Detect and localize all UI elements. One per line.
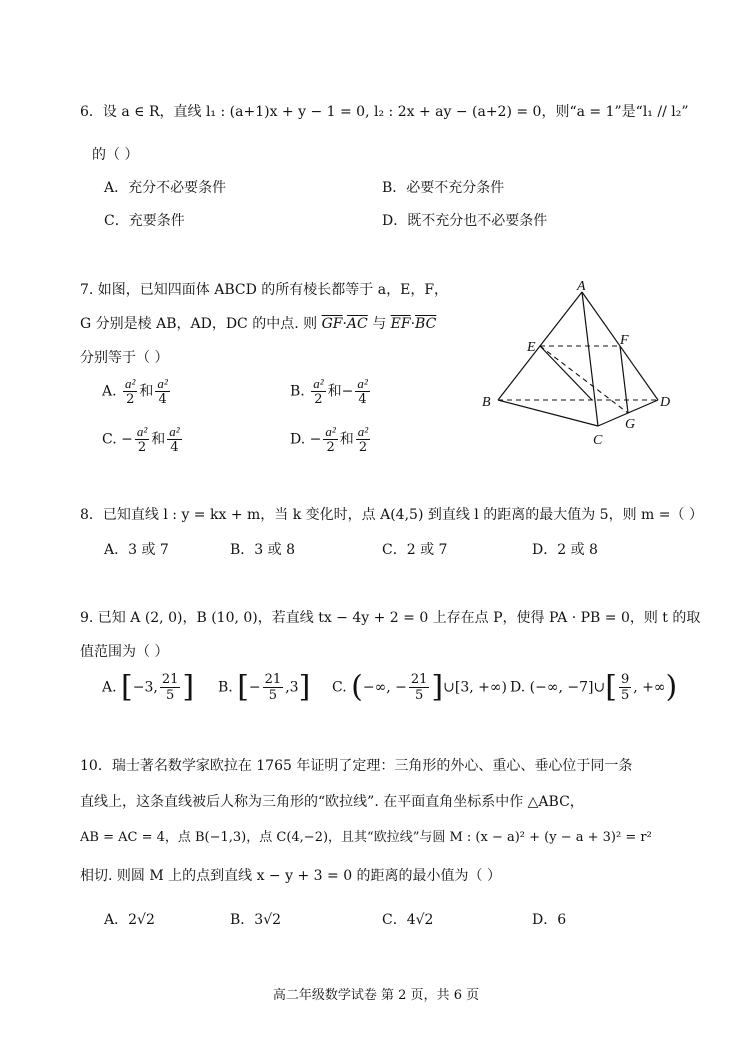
vector-ef: $\overline{EF}$ <box>390 316 411 332</box>
fraction: $\frac{21}{5}$ <box>161 672 179 703</box>
q7-and-text: 与 <box>367 316 391 332</box>
vertex-label-c: C <box>593 433 603 448</box>
q10-option-a: A．2√2 <box>104 912 155 928</box>
vector-gf: $\overline{GF}$ <box>321 316 343 332</box>
q9-option-c: C. (−∞, − $\frac{21}{5}$ ]∪[3, +∞) <box>332 669 507 705</box>
fraction: $\frac{\text{a²}}{4}$ <box>157 376 168 407</box>
q6-option-b: B．必要不充分条件 <box>382 180 505 196</box>
q10-option-c: C．4√2 <box>382 912 434 928</box>
point-label-f: F <box>620 333 629 348</box>
q9-stem-line2: 值范围为（ ） <box>80 644 169 660</box>
fraction: $\frac{\text{a²}}{2}$ <box>357 424 369 455</box>
q10-stem-line4: 相切. 则圆 M 上的点到直线 x − y + 3 = 0 的距离的最小值为（ ） <box>80 868 501 884</box>
q6-option-a: A．充分不必要条件 <box>104 180 227 196</box>
q7-option-a: A. $\frac{\text{a²}}{2}$ 和 $\frac{\text{a²}}{4}$ <box>102 376 168 407</box>
vertex-label-b: B <box>482 395 491 410</box>
page-footer: 高二年级数学试卷 第 2 页，共 6 页 <box>272 988 480 1003</box>
vertex-label-a: A <box>577 279 586 294</box>
q7-stem-line2-text: G 分别是棱 AB，AD，DC 的中点. 则 <box>80 316 322 332</box>
q8-option-d: D．2 或 8 <box>532 542 598 558</box>
edge-bc <box>498 400 598 426</box>
q7-option-a-label: A. <box>102 383 117 400</box>
q10-stem-line2: 直线上，这条直线被后人称为三角形的“欧拉线”. 在平面直角坐标系中作 △ABC， <box>80 794 584 810</box>
segment-eg-hidden <box>540 346 628 413</box>
q7-option-b-label: B. <box>290 383 305 400</box>
q10-option-d: D．6 <box>532 912 567 928</box>
point-label-e: E <box>527 340 536 355</box>
q8-option-c: C．2 或 7 <box>382 542 448 558</box>
fraction: $\frac{\text{a²}}{2}$ <box>325 424 336 455</box>
q7-option-d: D. − $\frac{\text{a²}}{2}$ 和 $\frac{\text{a²}}{2}$ <box>290 424 369 455</box>
q7-stem-line3: 分别等于（ ） <box>80 350 169 366</box>
q9-option-a: A. [−3, $\frac{21}{5}$ ] <box>102 669 195 705</box>
q7-stem-line2: G 分别是棱 AB，AD，DC 的中点. 则 $\overline{GF}\cdot\overline{AC}$ 与 $\overline{EF}\cdot\overline{BC}$ <box>80 316 437 332</box>
q7-option-d-label: D. <box>290 431 306 448</box>
q7-option-c-label: C. <box>102 431 117 448</box>
q6-option-d: D．既不充分也不必要条件 <box>382 213 548 229</box>
q8-option-b: B．3 或 8 <box>230 542 296 558</box>
fraction: $\frac{\text{a²}}{2}$ <box>313 376 324 407</box>
q9-stem-line1: 9. 已知 A (2, 0)，B (10, 0)，若直线 tx − 4y + 2 = 0 上存在点 P，使得 PA · PB = 0，则 t 的取 <box>80 610 701 626</box>
q7-option-b: B. $\frac{\text{a²}}{2}$ 和− $\frac{\text{a²}}{4}$ <box>290 376 368 407</box>
q9-option-d: D. (−∞, −7]∪[ $\frac{9}{5}$ , +∞) <box>510 669 678 705</box>
segment-e-to-ac <box>540 346 592 400</box>
q7-option-c: C. − $\frac{\text{a²}}{2}$ 和 $\frac{\text{a²}}{4}$ <box>102 424 180 455</box>
q8-stem: 8．已知直线 l : y = kx + m，当 k 变化时，点 A(4,5) 到直线 l 的距离的最大值为 5，则 m =（ ） <box>80 507 703 523</box>
fraction: $\frac{21}{5}$ <box>264 672 282 703</box>
q9-option-b: B. [− $\frac{21}{5}$ ,3] <box>218 669 311 705</box>
fraction: $\frac{9}{5}$ <box>620 672 630 703</box>
tetrahedron-figure <box>478 278 688 450</box>
q10-stem-line1: 10．瑞士著名数学家欧拉在 1765 年证明了定理：三角形的外心、重心、垂心位于同一条 <box>80 758 633 774</box>
fraction: $\frac{\text{a²}}{2}$ <box>136 424 148 455</box>
q6-stem-line1: 6．设 a ∈ R，直线 l₁ : (a+1)x + y − 1 = 0, l₂ : 2x + ay − (a+2) = 0，则“a = 1”是“l₁ // l₂” <box>80 104 689 120</box>
fraction: $\frac{\text{a²}}{4}$ <box>357 376 368 407</box>
q7-stem-line1: 7. 如图，已知四面体 ABCD 的所有棱长都等于 a，E，F， <box>80 282 449 298</box>
q10-option-b: B．3√2 <box>230 912 282 928</box>
q10-stem-line3: AB = AC = 4，点 B(−1,3)，点 C(4,−2)，且其“欧拉线”与圆 M : (x − a)² + (y − a + 3)² = r² <box>80 830 652 845</box>
q6-stem-line2: 的（ ） <box>92 147 139 163</box>
q8-option-a: A．3 或 7 <box>104 542 169 558</box>
fraction: $\frac{21}{5}$ <box>410 672 428 703</box>
q6-option-c: C．充要条件 <box>104 213 185 229</box>
fraction: $\frac{\text{a²}}{2}$ <box>125 376 136 407</box>
fraction: $\frac{\text{a²}}{4}$ <box>169 424 180 455</box>
vertex-label-d: D <box>660 395 671 410</box>
vector-bc: $\overline{BC}$ <box>415 316 437 332</box>
vector-ac: $\overline{AC}$ <box>346 316 368 332</box>
point-label-g: G <box>625 417 636 432</box>
